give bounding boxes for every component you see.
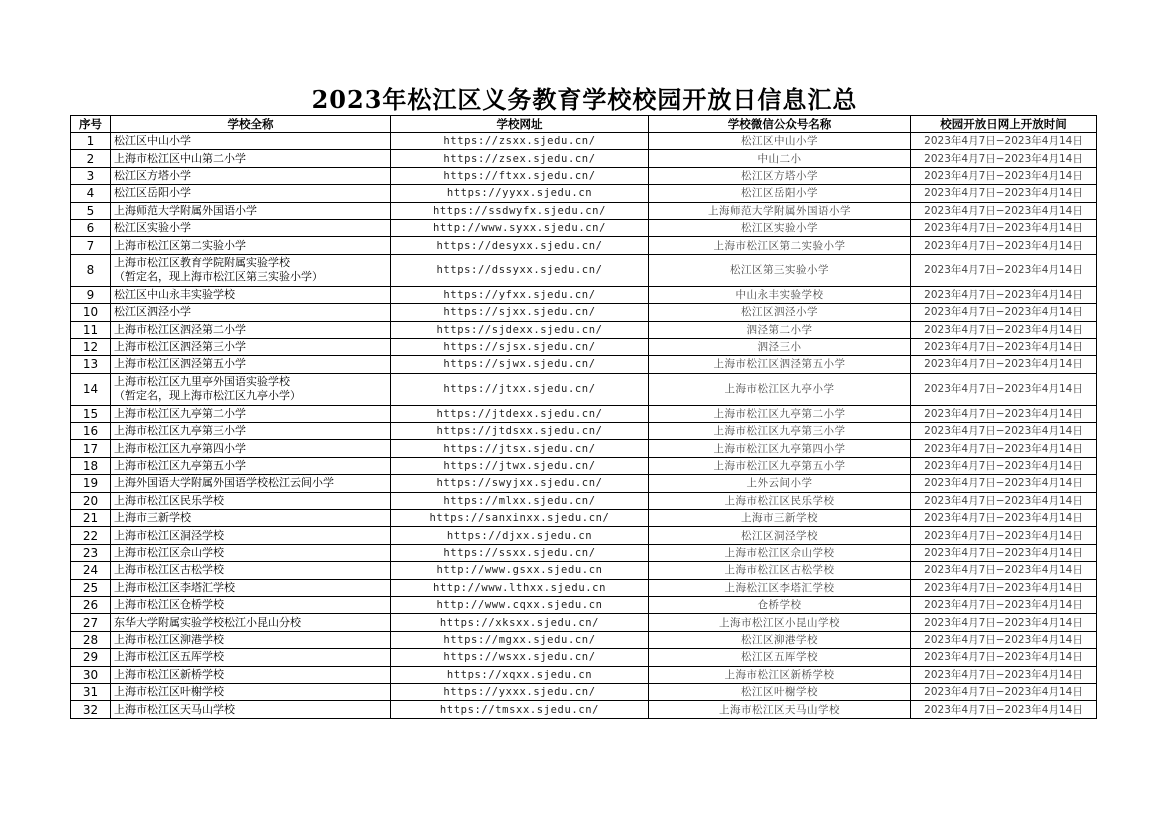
table-row xyxy=(71,219,1097,236)
school-url-link[interactable]: https://jtsx.sjedu.cn/ xyxy=(391,440,649,457)
wechat-account-name: 上海市松江区第二实验小学 xyxy=(649,237,911,254)
table-row xyxy=(71,321,1097,338)
school-name xyxy=(111,423,391,440)
school-name-line: 上海市松江区九亭第三小学 xyxy=(114,424,246,438)
open-time: 2023年4月7日−2023年4月14日 xyxy=(911,649,1097,666)
school-name xyxy=(111,492,391,509)
table-row xyxy=(71,492,1097,509)
wechat-account-name: 中山永丰实验学校 xyxy=(649,286,911,303)
wechat-account-name: 上海市松江区九亭第三小学 xyxy=(649,423,911,440)
row-index: 31 xyxy=(71,683,111,700)
table-header-row xyxy=(71,116,1097,133)
wechat-account-name: 上海市松江区新桥学校 xyxy=(649,666,911,683)
table-row xyxy=(71,475,1097,492)
table-row xyxy=(71,440,1097,457)
row-index: 2 xyxy=(71,150,111,167)
row-index: 4 xyxy=(71,185,111,202)
table-row xyxy=(71,579,1097,596)
school-name xyxy=(111,219,391,236)
header-idx: 序号 xyxy=(71,116,111,133)
row-index: 30 xyxy=(71,666,111,683)
row-index: 14 xyxy=(71,373,111,405)
school-name xyxy=(111,150,391,167)
wechat-account-name: 松江区岳阳小学 xyxy=(649,185,911,202)
page-title: 2023年松江区义务教育学校校园开放日信息汇总 xyxy=(311,85,858,114)
school-url-link[interactable]: https://swyjxx.sjedu.cn/ xyxy=(391,475,649,492)
wechat-account-name: 松江区方塔小学 xyxy=(649,167,911,184)
school-name-line: 上海市松江区民乐学校 xyxy=(114,493,224,507)
row-index: 23 xyxy=(71,544,111,561)
wechat-account-name: 上海市松江区泗泾第五小学 xyxy=(649,356,911,373)
open-time: 2023年4月7日−2023年4月14日 xyxy=(911,596,1097,613)
school-url-link[interactable]: https://yyxx.sjedu.cn xyxy=(391,185,649,202)
school-name xyxy=(111,321,391,338)
school-name xyxy=(111,373,391,405)
row-index: 20 xyxy=(71,492,111,509)
school-name xyxy=(111,237,391,254)
table-row xyxy=(71,457,1097,474)
wechat-account-name: 泗泾第二小学 xyxy=(649,321,911,338)
table-row xyxy=(71,596,1097,613)
row-index: 9 xyxy=(71,286,111,303)
school-url-link[interactable]: https://yfxx.sjedu.cn/ xyxy=(391,286,649,303)
wechat-account-name: 上海师范大学附属外国语小学 xyxy=(649,202,911,219)
open-time: 2023年4月7日−2023年4月14日 xyxy=(911,440,1097,457)
school-name xyxy=(111,510,391,527)
school-name xyxy=(111,475,391,492)
open-time: 2023年4月7日−2023年4月14日 xyxy=(911,631,1097,648)
wechat-account-name: 松江区五厍学校 xyxy=(649,649,911,666)
header-url: 学校网址 xyxy=(391,116,649,133)
table-row xyxy=(71,286,1097,303)
school-url-link[interactable]: http://www.lthxx.sjedu.cn xyxy=(391,579,649,596)
table-row xyxy=(71,133,1097,150)
school-name-line: 上海市松江区天马山学校 xyxy=(114,702,235,716)
school-name xyxy=(111,579,391,596)
wechat-account-name: 上海市松江区民乐学校 xyxy=(649,492,911,509)
table-row xyxy=(71,562,1097,579)
school-name xyxy=(111,457,391,474)
school-name xyxy=(111,631,391,648)
school-name-line: 上海市松江区九里亭外国语实验学校 xyxy=(114,375,290,389)
school-name xyxy=(111,356,391,373)
wechat-account-name: 松江区第三实验小学 xyxy=(649,254,911,286)
open-time: 2023年4月7日−2023年4月14日 xyxy=(911,286,1097,303)
table-row xyxy=(71,254,1097,286)
school-name-line: 松江区实验小学 xyxy=(114,221,191,235)
table-row xyxy=(71,356,1097,373)
open-time: 2023年4月7日−2023年4月14日 xyxy=(911,579,1097,596)
open-time: 2023年4月7日−2023年4月14日 xyxy=(911,254,1097,286)
header-time: 校园开放日网上开放时间 xyxy=(911,116,1097,133)
table-body xyxy=(71,133,1097,719)
row-index: 6 xyxy=(71,219,111,236)
row-index: 32 xyxy=(71,701,111,718)
school-url-link[interactable]: https://mgxx.sjedu.cn/ xyxy=(391,631,649,648)
table-row xyxy=(71,185,1097,202)
school-name-line: 松江区中山小学 xyxy=(114,134,191,148)
row-index: 13 xyxy=(71,356,111,373)
school-name-line: 上海市松江区五厍学校 xyxy=(114,650,224,664)
school-name-line: 上海市松江区洞泾学校 xyxy=(114,528,224,542)
row-index: 1 xyxy=(71,133,111,150)
row-index: 18 xyxy=(71,457,111,474)
open-time: 2023年4月7日−2023年4月14日 xyxy=(911,167,1097,184)
table-row xyxy=(71,167,1097,184)
wechat-account-name: 上海市松江区九亭第五小学 xyxy=(649,457,911,474)
school-url-link[interactable]: https://ssdwyfx.sjedu.cn/ xyxy=(391,202,649,219)
wechat-account-name: 松江区实验小学 xyxy=(649,219,911,236)
school-name xyxy=(111,596,391,613)
wechat-account-name: 松江区叶榭学校 xyxy=(649,683,911,700)
school-url-link[interactable]: https://sjsx.sjedu.cn/ xyxy=(391,338,649,355)
school-name-line: 上海市松江区叶榭学校 xyxy=(114,685,224,699)
school-name xyxy=(111,254,391,286)
school-url-link[interactable]: https://xksxx.sjedu.cn/ xyxy=(391,614,649,631)
table-row xyxy=(71,527,1097,544)
table-row xyxy=(71,510,1097,527)
school-name-line: 东华大学附属实验学校松江小昆山分校 xyxy=(114,615,301,629)
school-name-note: （暂定名，现上海市松江区九亭小学） xyxy=(114,389,301,403)
open-time: 2023年4月7日−2023年4月14日 xyxy=(911,683,1097,700)
school-url-link[interactable]: https://dssyxx.sjedu.cn/ xyxy=(391,254,649,286)
row-index: 22 xyxy=(71,527,111,544)
school-name-line: 上海外国语大学附属外国语学校松江云间小学 xyxy=(114,476,334,490)
row-index: 12 xyxy=(71,338,111,355)
wechat-account-name: 仓桥学校 xyxy=(649,596,911,613)
school-name-line: 上海市松江区九亭第五小学 xyxy=(114,459,246,473)
table-row xyxy=(71,150,1097,167)
school-name-line: 松江区岳阳小学 xyxy=(114,186,191,200)
school-name-line: 上海市松江区泗泾第二小学 xyxy=(114,322,246,336)
school-table xyxy=(70,115,1097,719)
school-name xyxy=(111,614,391,631)
school-url-link[interactable]: https://yxxx.sjedu.cn/ xyxy=(391,683,649,700)
open-time: 2023年4月7日−2023年4月14日 xyxy=(911,237,1097,254)
school-name xyxy=(111,649,391,666)
row-index: 19 xyxy=(71,475,111,492)
table-row xyxy=(71,649,1097,666)
open-time: 2023年4月7日−2023年4月14日 xyxy=(911,373,1097,405)
wechat-account-name: 松江区洞泾学校 xyxy=(649,527,911,544)
row-index: 7 xyxy=(71,237,111,254)
row-index: 5 xyxy=(71,202,111,219)
table-row xyxy=(71,202,1097,219)
school-url-link[interactable]: https://ftxx.sjedu.cn/ xyxy=(391,167,649,184)
table-row xyxy=(71,631,1097,648)
school-url-link[interactable]: https://jtxx.sjedu.cn/ xyxy=(391,373,649,405)
wechat-account-name: 松江区泗泾小学 xyxy=(649,304,911,321)
row-index: 3 xyxy=(71,167,111,184)
open-time: 2023年4月7日−2023年4月14日 xyxy=(911,614,1097,631)
open-time: 2023年4月7日−2023年4月14日 xyxy=(911,185,1097,202)
school-name-line: 上海市松江区李塔汇学校 xyxy=(114,580,235,594)
open-time: 2023年4月7日−2023年4月14日 xyxy=(911,510,1097,527)
school-name-line: 上海市松江区九亭第二小学 xyxy=(114,406,246,420)
school-name xyxy=(111,683,391,700)
school-name-line: 上海市松江区泗泾第三小学 xyxy=(114,340,246,354)
wechat-account-name: 上海市松江区小昆山学校 xyxy=(649,614,911,631)
open-time: 2023年4月7日−2023年4月14日 xyxy=(911,321,1097,338)
school-name xyxy=(111,666,391,683)
school-url-link[interactable]: https://djxx.sjedu.cn xyxy=(391,527,649,544)
school-name-line: 上海市松江区泖港学校 xyxy=(114,632,224,646)
open-time: 2023年4月7日−2023年4月14日 xyxy=(911,219,1097,236)
wechat-account-name: 上海市松江区古松学校 xyxy=(649,562,911,579)
school-url-link[interactable]: http://www.cqxx.sjedu.cn xyxy=(391,596,649,613)
school-url-link[interactable]: https://desyxx.sjedu.cn/ xyxy=(391,237,649,254)
open-time: 2023年4月7日−2023年4月14日 xyxy=(911,202,1097,219)
wechat-account-name: 松江区中山小学 xyxy=(649,133,911,150)
row-index: 10 xyxy=(71,304,111,321)
row-index: 25 xyxy=(71,579,111,596)
school-name xyxy=(111,544,391,561)
school-name xyxy=(111,338,391,355)
school-url-link[interactable]: https://jtwx.sjedu.cn/ xyxy=(391,457,649,474)
school-name-line: 上海市松江区泗泾第五小学 xyxy=(114,357,246,371)
school-name xyxy=(111,167,391,184)
school-url-link[interactable]: https://sanxinxx.sjedu.cn/ xyxy=(391,510,649,527)
wechat-account-name: 泗泾三小 xyxy=(649,338,911,355)
school-name xyxy=(111,405,391,422)
open-time: 2023年4月7日−2023年4月14日 xyxy=(911,338,1097,355)
school-url-link[interactable]: https://sjdexx.sjedu.cn/ xyxy=(391,321,649,338)
header-wechat: 学校微信公众号名称 xyxy=(649,116,911,133)
school-url-link[interactable]: https://wsxx.sjedu.cn/ xyxy=(391,649,649,666)
row-index: 24 xyxy=(71,562,111,579)
school-url-link[interactable]: https://zsxx.sjedu.cn/ xyxy=(391,133,649,150)
row-index: 8 xyxy=(71,254,111,286)
school-url-link[interactable]: https://sjxx.sjedu.cn/ xyxy=(391,304,649,321)
open-time: 2023年4月7日−2023年4月14日 xyxy=(911,405,1097,422)
open-time: 2023年4月7日−2023年4月14日 xyxy=(911,356,1097,373)
school-name-line: 上海市松江区新桥学校 xyxy=(114,667,224,681)
school-url-link[interactable]: https://jtdexx.sjedu.cn/ xyxy=(391,405,649,422)
open-time: 2023年4月7日−2023年4月14日 xyxy=(911,457,1097,474)
school-name xyxy=(111,701,391,718)
row-index: 28 xyxy=(71,631,111,648)
header-name: 学校全称 xyxy=(111,116,391,133)
school-name-line: 上海师范大学附属外国语小学 xyxy=(114,203,257,217)
open-time: 2023年4月7日−2023年4月14日 xyxy=(911,701,1097,718)
table-row xyxy=(71,304,1097,321)
school-name xyxy=(111,304,391,321)
row-index: 11 xyxy=(71,321,111,338)
school-url-link[interactable]: http://www.syxx.sjedu.cn/ xyxy=(391,219,649,236)
wechat-account-name: 松江区泖港学校 xyxy=(649,631,911,648)
school-url-link[interactable]: https://jtdsxx.sjedu.cn/ xyxy=(391,423,649,440)
open-time: 2023年4月7日−2023年4月14日 xyxy=(911,492,1097,509)
school-url-link[interactable]: https://xqxx.sjedu.cn xyxy=(391,666,649,683)
school-name xyxy=(111,440,391,457)
table-row xyxy=(71,405,1097,422)
open-time: 2023年4月7日−2023年4月14日 xyxy=(911,304,1097,321)
table-row xyxy=(71,338,1097,355)
school-name-line: 上海市松江区仓桥学校 xyxy=(114,598,224,612)
school-name-line: 上海市松江区教育学院附属实验学校 xyxy=(114,256,290,270)
school-name xyxy=(111,286,391,303)
table-row xyxy=(71,614,1097,631)
school-name xyxy=(111,202,391,219)
table-row xyxy=(71,237,1097,254)
wechat-account-name: 上海市松江区九亭第二小学 xyxy=(649,405,911,422)
school-url-link[interactable]: http://www.gsxx.sjedu.cn xyxy=(391,562,649,579)
school-name-line: 上海市三新学校 xyxy=(114,511,191,525)
school-name-line: 松江区泗泾小学 xyxy=(114,305,191,319)
open-time: 2023年4月7日−2023年4月14日 xyxy=(911,562,1097,579)
wechat-account-name: 上外云间小学 xyxy=(649,475,911,492)
school-url-link[interactable]: https://sjwx.sjedu.cn/ xyxy=(391,356,649,373)
open-time: 2023年4月7日−2023年4月14日 xyxy=(911,666,1097,683)
row-index: 29 xyxy=(71,649,111,666)
open-time: 2023年4月7日−2023年4月14日 xyxy=(911,475,1097,492)
school-name-line: 松江区方塔小学 xyxy=(114,168,191,182)
wechat-account-name: 上海市松江区天马山学校 xyxy=(649,701,911,718)
school-name xyxy=(111,527,391,544)
school-name-line: 上海市松江区古松学校 xyxy=(114,563,224,577)
open-time: 2023年4月7日−2023年4月14日 xyxy=(911,150,1097,167)
open-time: 2023年4月7日−2023年4月14日 xyxy=(911,423,1097,440)
school-name-line: 松江区中山永丰实验学校 xyxy=(114,287,235,301)
row-index: 16 xyxy=(71,423,111,440)
school-name xyxy=(111,562,391,579)
school-name-line: 上海市松江区九亭第四小学 xyxy=(114,441,246,455)
wechat-account-name: 上海市三新学校 xyxy=(649,510,911,527)
table-row xyxy=(71,544,1097,561)
table-row xyxy=(71,683,1097,700)
open-time: 2023年4月7日−2023年4月14日 xyxy=(911,527,1097,544)
row-index: 26 xyxy=(71,596,111,613)
row-index: 17 xyxy=(71,440,111,457)
school-name-line: 上海市松江区第二实验小学 xyxy=(114,238,246,252)
school-name xyxy=(111,133,391,150)
table-row xyxy=(71,373,1097,405)
wechat-account-name: 上海市松江区九亭第四小学 xyxy=(649,440,911,457)
school-url-link[interactable]: https://mlxx.sjedu.cn/ xyxy=(391,492,649,509)
table-row xyxy=(71,666,1097,683)
row-index: 21 xyxy=(71,510,111,527)
open-time: 2023年4月7日−2023年4月14日 xyxy=(911,544,1097,561)
wechat-account-name: 上海松江区李塔汇学校 xyxy=(649,579,911,596)
table-row xyxy=(71,701,1097,718)
open-time: 2023年4月7日−2023年4月14日 xyxy=(911,133,1097,150)
school-url-link[interactable]: https://ssxx.sjedu.cn/ xyxy=(391,544,649,561)
school-url-link[interactable]: https://zsex.sjedu.cn/ xyxy=(391,150,649,167)
table-row xyxy=(71,423,1097,440)
row-index: 15 xyxy=(71,405,111,422)
row-index: 27 xyxy=(71,614,111,631)
wechat-account-name: 上海市松江区佘山学校 xyxy=(649,544,911,561)
school-name-line: 上海市松江区中山第二小学 xyxy=(114,151,246,165)
school-name xyxy=(111,185,391,202)
wechat-account-name: 上海市松江区九亭小学 xyxy=(649,373,911,405)
wechat-account-name: 中山二小 xyxy=(649,150,911,167)
school-name-line: 上海市松江区佘山学校 xyxy=(114,546,224,559)
school-name-note: （暂定名，现上海市松江区第三实验小学） xyxy=(114,270,323,284)
school-url-link[interactable]: https://tmsxx.sjedu.cn/ xyxy=(391,701,649,718)
